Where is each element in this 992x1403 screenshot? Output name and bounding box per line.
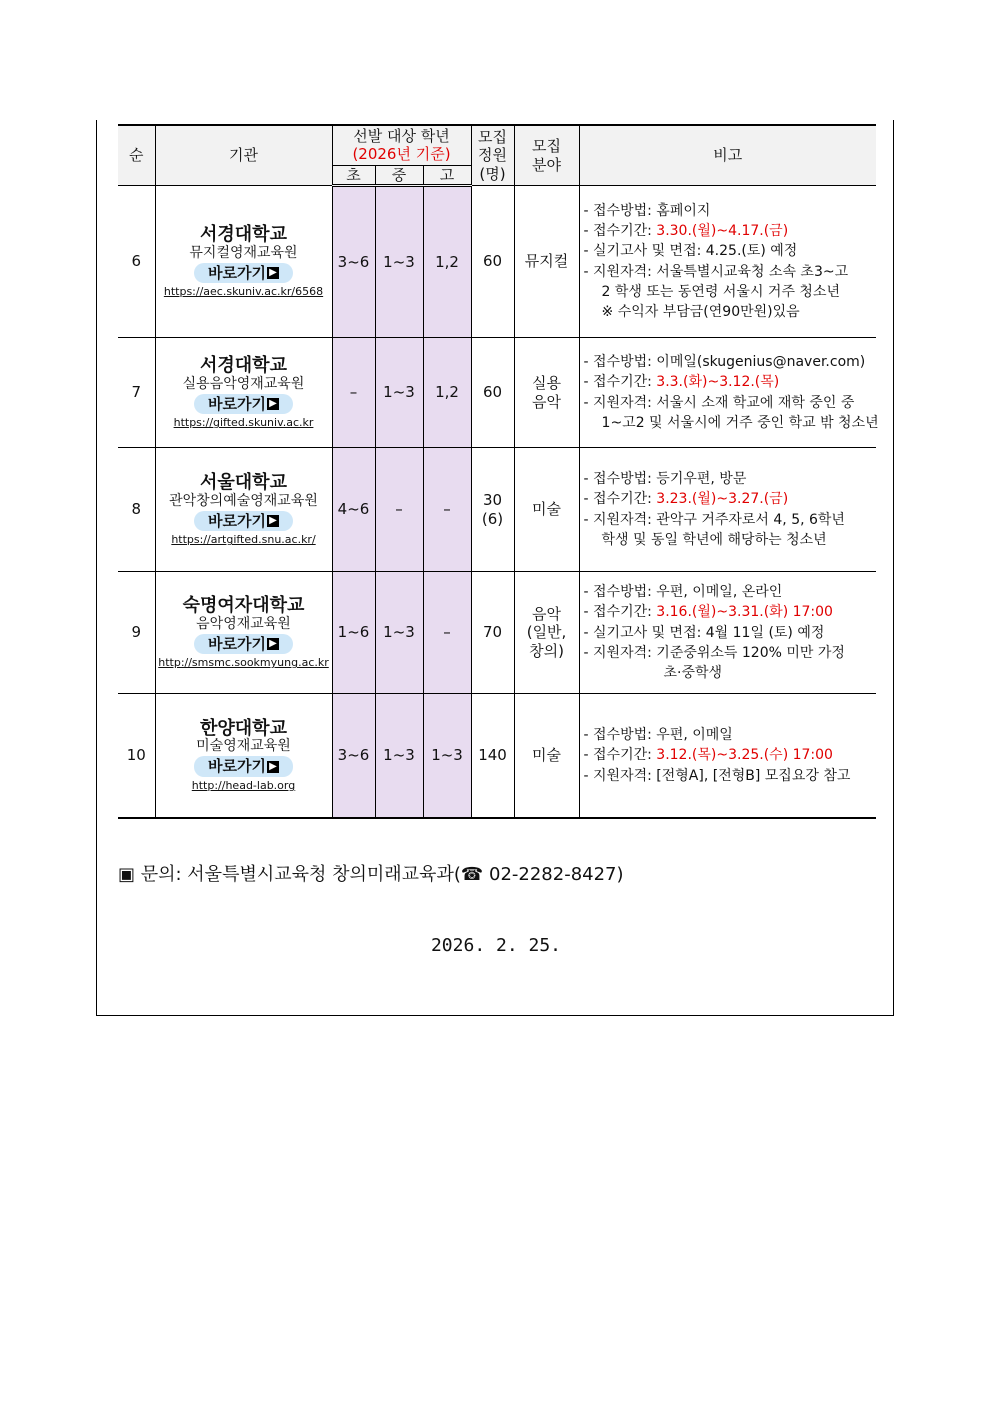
note-line	[584, 602, 873, 622]
note-line	[584, 302, 873, 322]
note-line	[584, 623, 873, 643]
institution-link[interactable]: https://gifted.skuniv.ac.kr	[173, 416, 314, 430]
grade-middle: –	[375, 448, 423, 572]
header-field: 모집 분야	[514, 125, 579, 186]
shortcut-button[interactable]	[194, 263, 293, 284]
institution-cell	[155, 694, 332, 818]
institution-program: 관악창의예술영재교육원	[169, 492, 318, 509]
note-text: - 지원자격: 기준중위소득 120% 미만 가정	[583, 644, 845, 661]
shortcut-button[interactable]	[194, 634, 293, 655]
note-line	[584, 262, 873, 282]
grade-elementary: –	[332, 338, 375, 448]
note-line	[584, 745, 873, 765]
note-line	[584, 582, 873, 602]
institution-name: 서울대학교	[200, 471, 287, 493]
institution-cell	[155, 186, 332, 338]
note-text: - 접수방법: 우편, 이메일, 온라인	[583, 584, 783, 600]
notes-cell	[579, 186, 876, 338]
institution-cell	[155, 338, 332, 448]
header-quota: 모집 정원 (명)	[471, 125, 514, 186]
institution-program: 뮤지컬영재교육원	[189, 244, 298, 261]
header-no: 순	[118, 125, 155, 186]
header-middle: 중	[375, 165, 423, 186]
note-text: - 실기고사 및 면접: 4.25.(토) 예정	[583, 243, 798, 260]
grade-elementary: 4~6	[332, 448, 375, 572]
note-line	[584, 766, 873, 786]
institution-program: 실용음악영재교육원	[182, 375, 305, 392]
shortcut-label: 바로가기	[208, 263, 266, 282]
grade-middle: 1~3	[375, 338, 423, 448]
shortcut-label: 바로가기	[208, 757, 266, 776]
note-text: - 지원자격: 서울특별시교육청 소속 초3~고	[583, 263, 849, 280]
grade-middle: 1~3	[375, 572, 423, 694]
note-line	[584, 530, 873, 550]
table-row	[118, 186, 876, 338]
institution-name: 숙명여자대학교	[182, 594, 305, 616]
note-text: - 실기고사 및 면접: 4월 11일 (토) 예정	[583, 624, 825, 641]
field: 음악 (일반, 창의)	[514, 572, 579, 694]
header-note: 비고	[579, 125, 876, 186]
note-date-highlight: 3.30.(월)~4.17.(금)	[656, 223, 789, 240]
note-line	[584, 489, 873, 509]
grade-middle: 1~3	[375, 186, 423, 338]
note-date-highlight: 3.16.(월)~3.31.(화) 17:00	[656, 604, 833, 621]
header-grade	[332, 125, 471, 165]
note-text: - 접수방법: 우편, 이메일	[583, 727, 733, 744]
note-text: - 접수기간:	[583, 374, 657, 391]
note-text: - 지원자격: 관악구 거주자로서 4, 5, 6학년	[583, 511, 845, 528]
program-table	[118, 124, 879, 819]
shortcut-button[interactable]	[194, 511, 293, 532]
contact-info: ▣ 문의: 서울특별시교육청 창의미래교육과(☎ 02-2282-8427)	[118, 864, 624, 885]
note-line	[584, 352, 873, 372]
grade-high: –	[423, 572, 471, 694]
institution-link[interactable]: https://aec.skuniv.ac.kr/6568	[163, 285, 324, 299]
notes-cell	[579, 338, 879, 448]
row-number: 9	[118, 572, 155, 694]
quota: 30 (6)	[471, 448, 514, 572]
field: 뮤지컬	[514, 186, 579, 338]
shortcut-label: 바로가기	[208, 511, 266, 530]
row-number: 8	[118, 448, 155, 572]
note-line	[584, 510, 873, 530]
table-row	[118, 572, 876, 694]
note-date-highlight: 3.23.(월)~3.27.(금)	[656, 491, 789, 508]
note-line	[584, 469, 873, 489]
header-high: 고	[423, 165, 471, 186]
row-number: 7	[118, 338, 155, 448]
institution-program: 음악영재교육원	[196, 615, 291, 632]
row-number: 6	[118, 186, 155, 338]
quota: 70	[471, 572, 514, 694]
institution-link[interactable]: http://head-lab.org	[191, 779, 296, 793]
grade-elementary: 1~6	[332, 572, 375, 694]
grade-high: 1,2	[423, 186, 471, 338]
note-line	[584, 221, 873, 241]
note-line	[584, 201, 873, 221]
quota: 60	[471, 186, 514, 338]
note-text: 2 학생 또는 동연령 서울시 거주 청소년	[601, 284, 840, 301]
note-line	[584, 663, 873, 683]
field: 미술	[514, 448, 579, 572]
header-grade-label: 선발 대상 학년	[353, 126, 450, 145]
header-elementary: 초	[332, 165, 375, 186]
note-text: 1~고2 및 서울시에 거주 중인 학교 밖 청소년	[601, 415, 879, 432]
table-row	[118, 448, 876, 572]
note-line	[584, 413, 879, 433]
document-date: 2026. 2. 25.	[430, 935, 562, 956]
quota: 140	[471, 694, 514, 818]
note-line	[584, 393, 873, 413]
grade-high: 1~3	[423, 694, 471, 818]
note-text: - 접수기간:	[583, 747, 657, 764]
field: 미술	[514, 694, 579, 818]
grade-middle: 1~3	[375, 694, 423, 818]
grade-high: 1,2	[423, 338, 471, 448]
note-line	[584, 643, 873, 663]
table-row	[118, 338, 876, 448]
arrow-right-icon: ▶	[267, 267, 279, 279]
grade-high: –	[423, 448, 471, 572]
institution-name: 한양대학교	[200, 717, 287, 739]
arrow-right-icon: ▶	[267, 638, 279, 650]
note-text: - 접수기간:	[583, 491, 657, 508]
note-line	[584, 725, 873, 745]
institution-name: 서경대학교	[200, 223, 287, 245]
notes-cell	[579, 572, 876, 694]
note-text: - 접수방법: 이메일(skugenius@naver.com)	[583, 354, 866, 371]
note-line	[584, 372, 873, 392]
arrow-right-icon: ▶	[267, 761, 279, 773]
institution-link[interactable]: https://artgifted.snu.ac.kr/	[171, 533, 316, 547]
shortcut-button[interactable]	[194, 394, 293, 415]
institution-program: 미술영재교육원	[196, 738, 291, 755]
note-line	[584, 241, 873, 261]
note-text: ※ 수익자 부담금(연90만원)있음	[601, 304, 800, 321]
header-grade-basis: (2026년 기준)	[352, 145, 451, 164]
note-text: 학생 및 동일 학년에 해당하는 청소년	[601, 532, 827, 549]
note-text: - 접수기간:	[583, 604, 657, 621]
field: 실용 음악	[514, 338, 579, 448]
grade-elementary: 3~6	[332, 186, 375, 338]
note-text: - 접수방법: 등기우편, 방문	[583, 471, 747, 488]
quota: 60	[471, 338, 514, 448]
note-date-highlight: 3.3.(화)~3.12.(목)	[656, 374, 780, 391]
note-line	[584, 282, 873, 302]
institution-link[interactable]: http://smsmc.sookmyung.ac.kr	[158, 656, 329, 670]
note-date-highlight: 3.12.(목)~3.25.(수) 17:00	[656, 747, 833, 764]
institution-name: 서경대학교	[200, 354, 287, 376]
table-row	[118, 694, 876, 818]
note-text: - 지원자격: 서울시 소재 학교에 재학 중인 중	[583, 394, 855, 411]
shortcut-button[interactable]	[194, 756, 293, 777]
institution-cell	[155, 448, 332, 572]
note-text: - 접수기간:	[583, 223, 657, 240]
arrow-right-icon: ▶	[267, 398, 279, 410]
note-text: - 접수방법: 홈페이지	[583, 202, 711, 219]
row-number: 10	[118, 694, 155, 818]
header-institution: 기관	[155, 125, 332, 186]
notes-cell	[579, 694, 876, 818]
note-text: - 지원자격: [전형A], [전형B] 모집요강 참고	[583, 767, 851, 784]
grade-elementary: 3~6	[332, 694, 375, 818]
shortcut-label: 바로가기	[208, 394, 266, 413]
notes-cell	[579, 448, 876, 572]
shortcut-label: 바로가기	[208, 634, 266, 653]
institution-cell	[155, 572, 332, 694]
note-text: 초·중학생	[663, 665, 723, 682]
arrow-right-icon: ▶	[267, 515, 279, 527]
